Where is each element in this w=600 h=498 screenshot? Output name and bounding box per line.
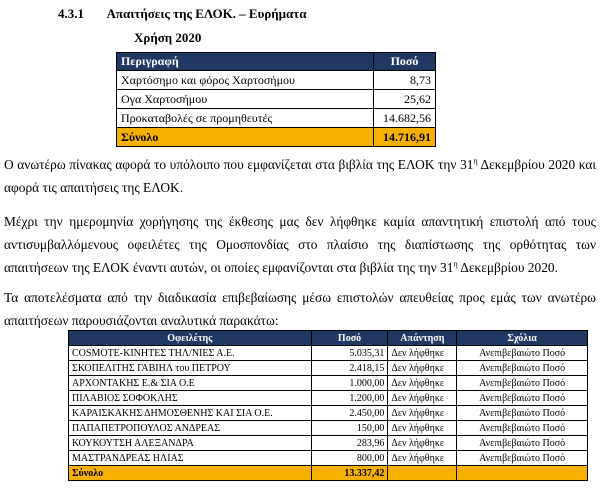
debtor-reply: Δεν λήφθηκε	[388, 451, 457, 466]
ordinal-superscript: η	[473, 156, 478, 166]
debtor-reply: Δεν λήφθηκε	[388, 406, 457, 421]
debtors-header-amount: Ποσό	[311, 331, 388, 346]
summary-row	[117, 90, 436, 109]
debtor-comment: Ανεπιβεβαιώτο Ποσό	[457, 436, 588, 451]
paragraph-text: Δεκεμβρίου 2020.	[457, 260, 558, 275]
summary-total-row	[117, 128, 436, 147]
debtor-reply: Δεν λήφθηκε	[388, 361, 457, 376]
summary-row	[117, 71, 436, 90]
ordinal-superscript: η	[453, 259, 458, 269]
paragraph-no-reply	[4, 210, 596, 279]
summary-total-label: Σύνολο	[117, 128, 374, 147]
debtors-total-amount: 13.337,42	[311, 466, 388, 481]
summary-row-amount: 14.682,56	[374, 109, 436, 128]
debtor-amount: 1.000,00	[311, 376, 388, 391]
summary-row-amount: 8,73	[374, 71, 436, 90]
debtor-row	[69, 361, 588, 376]
debtor-name: COSMOTE-ΚΙΝΗΤΕΣ ΤΗΛ/ΝΙΕΣ Α.Ε.	[69, 346, 312, 361]
debtors-total-row	[69, 466, 588, 481]
debtor-row	[69, 346, 588, 361]
summary-row-amount: 25,62	[374, 90, 436, 109]
debtor-amount: 150,00	[311, 421, 388, 436]
summary-row	[117, 109, 436, 128]
paragraph-text: Μέχρι την ημερομηνία χορήγησης της έκθεσης μας δεν λήφθηκε καμία απαντητική επιστολή από τους αντισυμβαλλόμενους οφειλέτες της Ομοσπονδίας στο πλαίσιο της διαπίστωσης της ορθότητας των απαιτήσεων της ΕΛΟΚ έναντι αυτών, οι οποίες εμφανίζονται στα βιβλία της την 31	[4, 214, 596, 275]
debtor-comment: Ανεπιβεβαιώτο Ποσό	[457, 406, 588, 421]
debtors-header-debtor: Οφειλέτης	[69, 331, 312, 346]
debtor-reply: Δεν λήφθηκε	[388, 391, 457, 406]
debtors-total-reply	[388, 466, 457, 481]
debtor-comment: Ανεπιβεβαιώτο Ποσό	[457, 391, 588, 406]
debtor-amount: 1.200,00	[311, 391, 388, 406]
debtor-name: ΜΑΣΤΡΑΝΔΡΕΑΣ ΗΛΙΑΣ	[69, 451, 312, 466]
paragraph-text: Ο ανωτέρω πίνακας αφορά το υπόλοιπο που εμφανίζεται στα βιβλία της ΕΛΟΚ την 31	[4, 157, 474, 172]
summary-header-row	[117, 53, 436, 71]
debtors-header-reply: Απάντηση	[388, 331, 457, 346]
debtor-name: ΠΑΠΑΠΕΤΡΟΠΟΥΛΟΣ ΑΝΔΡΕΑΣ	[69, 421, 312, 436]
section-number: 4.3.1	[58, 6, 84, 21]
debtor-comment: Ανεπιβεβαιώτο Ποσό	[457, 451, 588, 466]
debtor-name: ΑΡΧΟΝΤΑΚΗΣ Ε.& ΣΙΑ Ο.Ε	[69, 376, 312, 391]
debtors-total-label: Σύνολο	[69, 466, 312, 481]
debtor-reply: Δεν λήφθηκε	[388, 421, 457, 436]
debtor-row	[69, 406, 588, 421]
debtor-amount: 5.035,31	[311, 346, 388, 361]
debtor-reply: Δεν λήφθηκε	[388, 346, 457, 361]
debtor-comment: Ανεπιβεβαιώτο Ποσό	[457, 376, 588, 391]
summary-table	[116, 52, 436, 147]
debtor-amount: 2.450,00	[311, 406, 388, 421]
debtor-name: ΚΑΡΑΙΣΚΑΚΗΣ ΔΗΜΟΣΘΕΝΗΣ ΚΑΙ ΣΙΑ Ο.Ε.	[69, 406, 312, 421]
debtor-row	[69, 391, 588, 406]
debtor-row	[69, 451, 588, 466]
year-label: Χρήση 2020	[134, 30, 202, 45]
debtor-name: ΚΟΥΚΟΥΤΣΗ ΑΛΕΞΑΝΔΡΑ	[69, 436, 312, 451]
debtor-amount: 283,96	[311, 436, 388, 451]
summary-total-amount: 14.716,91	[374, 128, 436, 147]
section-heading	[58, 6, 307, 22]
debtor-name: ΣΚΟΠΕΛΙΤΗΣ ΓΑΒΙΗΛ του ΠΕΤΡΟΥ	[69, 361, 312, 376]
debtor-amount: 2.418,15	[311, 361, 388, 376]
debtor-comment: Ανεπιβεβαιώτο Ποσό	[457, 361, 588, 376]
debtor-row	[69, 376, 588, 391]
debtors-header-row	[69, 331, 588, 346]
debtors-header-comments: Σχόλια	[457, 331, 588, 346]
debtor-comment: Ανεπιβεβαιώτο Ποσό	[457, 421, 588, 436]
debtor-reply: Δεν λήφθηκε	[388, 376, 457, 391]
debtor-reply: Δεν λήφθηκε	[388, 436, 457, 451]
paragraph-text: Δεκεμβρίου 2020 και αφορά τις απαιτήσεις της ΕΛΟΚ.	[4, 157, 597, 195]
debtor-comment: Ανεπιβεβαιώτο Ποσό	[457, 346, 588, 361]
debtor-row	[69, 436, 588, 451]
debtor-name: ΠΙΛΑΒΙΟΣ ΣΟΦΟΚΛΗΣ	[69, 391, 312, 406]
debtors-table	[68, 330, 588, 481]
paragraph-balance-note	[4, 153, 596, 199]
debtor-row	[69, 421, 588, 436]
summary-row-description: Ογα Χαρτοσήμου	[117, 90, 374, 109]
section-title: Απαιτήσεις της ΕΛΟΚ. – Ευρήματα	[106, 6, 307, 21]
summary-row-description: Χαρτόσημο και φόρος Χαρτοσήμου	[117, 71, 374, 90]
summary-header-amount: Ποσό	[374, 53, 436, 71]
debtors-total-comment	[457, 466, 588, 481]
paragraph-results-intro: Τα αποτελέσματα από την διαδικασία επιβεβαίωσης μέσω επιστολών απευθείας προς εμάς των ανωτέρω απαιτήσεων παρουσιάζονται αναλυτικά παρακάτω:	[4, 290, 596, 328]
debtor-amount: 800,00	[311, 451, 388, 466]
summary-row-description: Προκαταβολές σε προμηθευτές	[117, 109, 374, 128]
summary-header-description: Περιγραφή	[117, 53, 374, 71]
